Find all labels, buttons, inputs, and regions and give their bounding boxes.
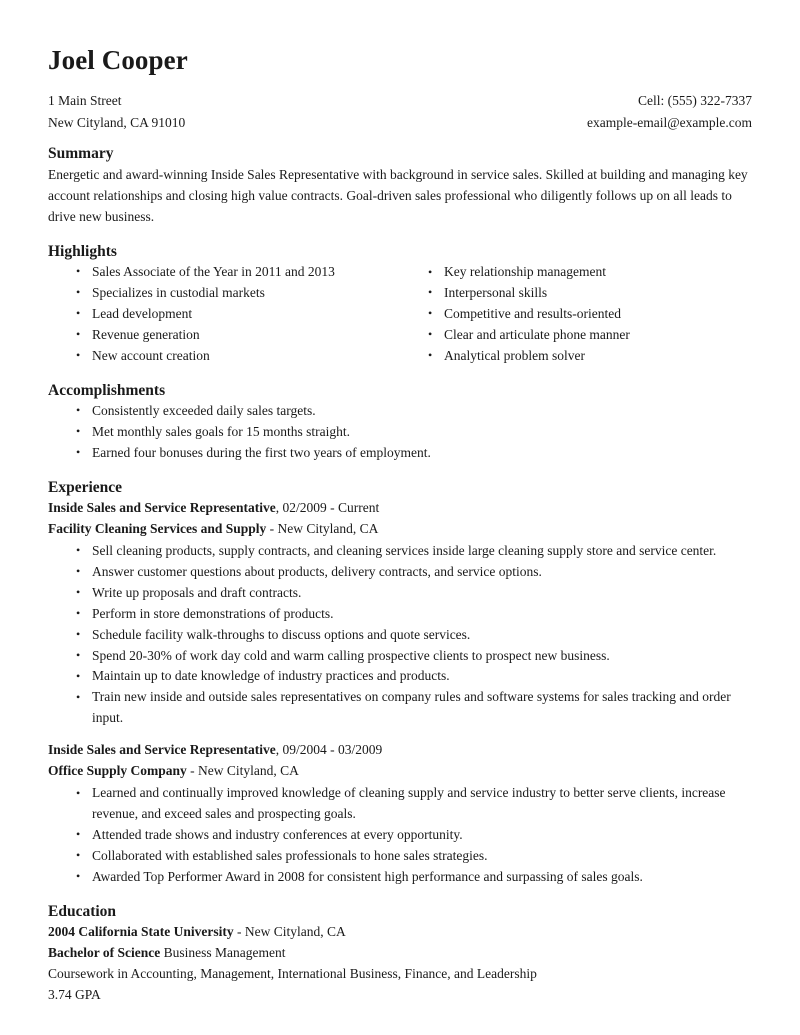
education-location: - New Cityland, CA (233, 924, 346, 940)
section-summary (48, 144, 752, 227)
experience-entry (48, 740, 752, 887)
job-title: Inside Sales and Service Representative (48, 742, 276, 758)
summary-heading: Summary (48, 145, 114, 163)
section-highlights (48, 242, 752, 367)
phone-number: Cell: (555) 322-7337 (638, 92, 752, 108)
list-item: • Lead development (48, 304, 400, 325)
job-title-line (48, 498, 752, 519)
job-company-line (48, 761, 752, 782)
job-dates: , 02/2009 - Current (275, 500, 380, 516)
education-major: Business Management (160, 944, 286, 960)
resume-header (48, 46, 752, 133)
contact-lines (587, 90, 752, 134)
list-item: • Interpersonal skills (400, 283, 752, 304)
list-item: • Maintain up to date knowledge of industry practices and products. (48, 666, 752, 687)
job-company: Facility Cleaning Services and Supply (48, 520, 267, 536)
list-item: • Spend 20-30% of work day cold and warm calling prospective clients to prospect new business. (48, 646, 752, 667)
list-item: • Perform in store demonstrations of products. (48, 604, 752, 625)
education-gpa: 3.74 GPA (48, 986, 101, 1002)
job-title-line (48, 740, 752, 761)
education-degree: Bachelor of Science (48, 944, 161, 960)
candidate-name: Joel Cooper (48, 45, 188, 75)
section-experience (48, 478, 752, 888)
list-item: • Answer customer questions about products, delivery contracts, and service options. (48, 562, 752, 583)
address-line: 1 Main Street (48, 92, 122, 108)
list-item: • Consistently exceeded daily sales targets. (48, 401, 752, 422)
education-school-line (48, 922, 752, 943)
list-item: • Met monthly sales goals for 15 months straight. (48, 422, 752, 443)
list-item: • Collaborated with established sales professionals to hone sales strategies. (48, 846, 752, 867)
list-item: • Sell cleaning products, supply contracts, and cleaning services inside large cleaning supply store and service center. (48, 541, 752, 562)
list-item: • Train new inside and outside sales representatives on company rules and software systems for sales tracking and order input. (48, 687, 752, 729)
list-item: • New account creation (48, 346, 400, 367)
job-location: - New Cityland, CA (266, 520, 379, 536)
education-heading: Education (48, 902, 117, 920)
list-item: • Attended trade shows and industry conferences at every opportunity. (48, 825, 752, 846)
list-item: • Clear and articulate phone manner (400, 325, 752, 346)
education-coursework: Coursework in Accounting, Management, International Business, Finance, and Leadership (48, 965, 537, 981)
list-item: • Learned and continually improved knowledge of cleaning supply and service industry to better serve clients, increase revenue, and exceed sales and prospecting goals. (48, 783, 752, 825)
job-duties-list (48, 541, 752, 729)
list-item: • Revenue generation (48, 325, 400, 346)
accomplishments-list (48, 401, 752, 464)
education-degree-line (48, 943, 752, 964)
list-item: • Specializes in custodial markets (48, 283, 400, 304)
email-address[interactable]: example-email@example.com (587, 114, 752, 130)
job-dates: , 09/2004 - 03/2009 (275, 742, 383, 758)
section-education (48, 902, 752, 1006)
list-item: • Sales Associate of the Year in 2011 and 2013 (48, 262, 400, 283)
list-item: • Awarded Top Performer Award in 2008 for consistent high performance and surpassing of sales goals. (48, 867, 752, 888)
experience-entry (48, 498, 752, 729)
job-location: - New Cityland, CA (186, 763, 299, 779)
accomplishments-heading: Accomplishments (48, 381, 166, 399)
experience-heading: Experience (48, 478, 123, 496)
contact-block (48, 90, 752, 134)
job-duties-list (48, 783, 752, 888)
highlights-list (48, 262, 752, 367)
list-item: • Key relationship management (400, 262, 752, 283)
address-lines (48, 90, 185, 134)
resume-content (48, 46, 752, 1006)
education-school: 2004 California State University (48, 924, 234, 940)
summary-text: Energetic and award-winning Inside Sales Representative with background in service sales. Skilled at building and managing key account relationships and closing high value contracts. Goal-driven sales professional who diligently follows up on all leads to drive new business. (48, 166, 748, 224)
list-item: • Schedule facility walk-throughs to discuss options and quote services. (48, 625, 752, 646)
job-company-line (48, 519, 752, 540)
list-item: • Analytical problem solver (400, 346, 752, 367)
section-accomplishments (48, 381, 752, 464)
job-title: Inside Sales and Service Representative (48, 500, 276, 516)
address-line: New Cityland, CA 91010 (48, 114, 186, 130)
list-item: • Competitive and results-oriented (400, 304, 752, 325)
list-item: • Write up proposals and draft contracts. (48, 583, 752, 604)
list-item: • Earned four bonuses during the first two years of employment. (48, 443, 752, 464)
job-company: Office Supply Company (48, 763, 187, 779)
highlights-heading: Highlights (48, 242, 117, 260)
